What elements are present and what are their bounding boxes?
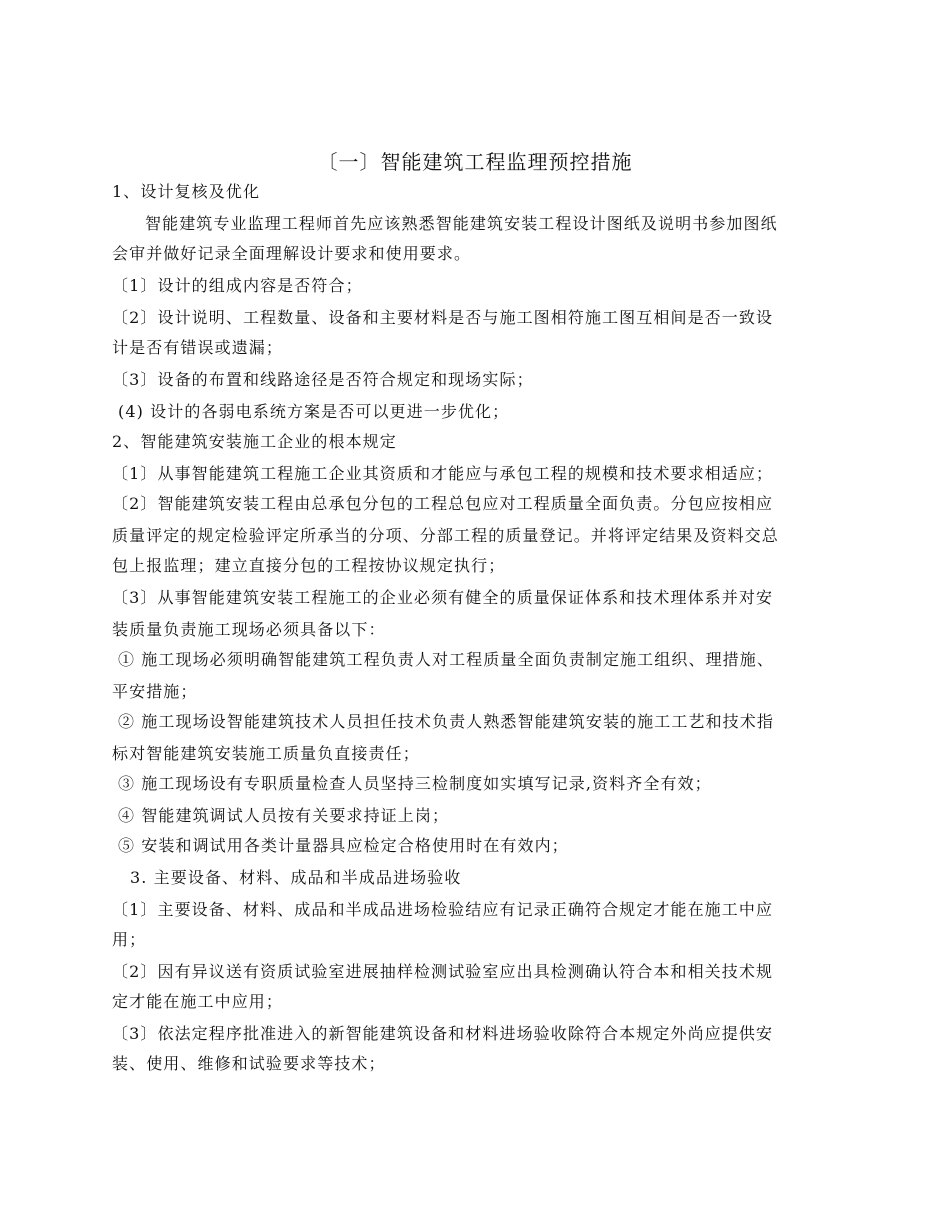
list-item-continuation: 包上报监理；建立直接分包的工程按协议规定执行； — [112, 556, 506, 575]
list-item: 〔1〕主要设备、材料、成品和半成品进场检验结应有记录正确符合规定才能在施工中应 — [112, 900, 774, 919]
sub-item: ③ 施工现场设有专职质量检查人员坚持三检制度如实填写记录,资料齐全有效； — [118, 774, 712, 793]
list-item-continuation: 计是否有错误或遗漏； — [112, 338, 284, 357]
list-item: 〔1〕从事智能建筑工程施工企业其资质和才能应与承包工程的规模和技术要求相适应； — [112, 464, 774, 483]
list-item-continuation: 质量评定的规定检验评定所承当的分项、分部工程的质量登记。并将评定结果及资料交总 — [112, 526, 779, 545]
sub-item: ④ 智能建筑调试人员按有关要求持证上岗； — [118, 806, 450, 825]
list-item: 〔3〕设备的布置和线路途径是否符合规定和现场实际； — [112, 370, 534, 389]
list-item-continuation: 定才能在施工中应用； — [112, 992, 284, 1011]
list-item: (4) 设计的各弱电系统方案是否可以更进一步优化； — [118, 402, 510, 421]
sub-item: ⑤ 安装和调试用各类计量器具应检定合格使用时在有效内； — [118, 836, 569, 855]
sub-item-continuation: 标对智能建筑安装施工质量负直接责任； — [112, 744, 420, 763]
list-item: 〔1〕设计的组成内容是否符合； — [112, 276, 363, 295]
list-item: 〔3〕从事智能建筑安装工程施工的企业必须有健全的质量保证体系和技术理体系并对安 — [112, 588, 774, 607]
sub-item: ① 施工现场必须明确智能建筑工程负责人对工程质量全面负责制定施工组织、理措施、 — [118, 650, 774, 669]
list-item-continuation: 装、使用、维修和试验要求等技术； — [112, 1054, 386, 1073]
list-item: 〔2〕因有异议送有资质试验室进展抽样检测试验室应出具检测确认符合本和相关技术规 — [112, 962, 774, 981]
heading-design-review: 1、设计复核及优化 — [112, 182, 261, 201]
list-item-continuation: 装质量负责施工现场必须具备以下： — [112, 620, 386, 639]
heading-material-inspection: 3. 主要设备、材料、成品和半成品进场验收 — [130, 868, 462, 887]
document-title: 〔一〕智能建筑工程监理预控措施 — [317, 150, 633, 174]
list-item: 〔3〕依法定程序批准进入的新智能建筑设备和材料进场验收除符合本规定外尚应提供安 — [112, 1024, 774, 1043]
sub-item: ② 施工现场设智能建筑技术人员担任技术负责人熟悉智能建筑安装的施工工艺和技术指 — [118, 712, 774, 731]
paragraph-line: 智能建筑专业监理工程师首先应该熟悉智能建筑安装工程设计图纸及说明书参加图纸 — [145, 214, 778, 233]
list-item: 〔2〕智能建筑安装工程由总承包分包的工程总包应对工程质量全面负责。分包应按相应 — [112, 494, 774, 513]
sub-item-continuation: 平安措施； — [112, 682, 198, 701]
list-item-continuation: 用； — [112, 930, 147, 949]
list-item: 〔2〕设计说明、工程数量、设备和主要材料是否与施工图相符施工图互相间是否一致设 — [112, 308, 774, 327]
heading-basic-requirements: 2、智能建筑安装施工企业的根本规定 — [112, 432, 397, 451]
paragraph-line: 会审并做好记录全面理解设计要求和使用要求。 — [112, 244, 472, 263]
